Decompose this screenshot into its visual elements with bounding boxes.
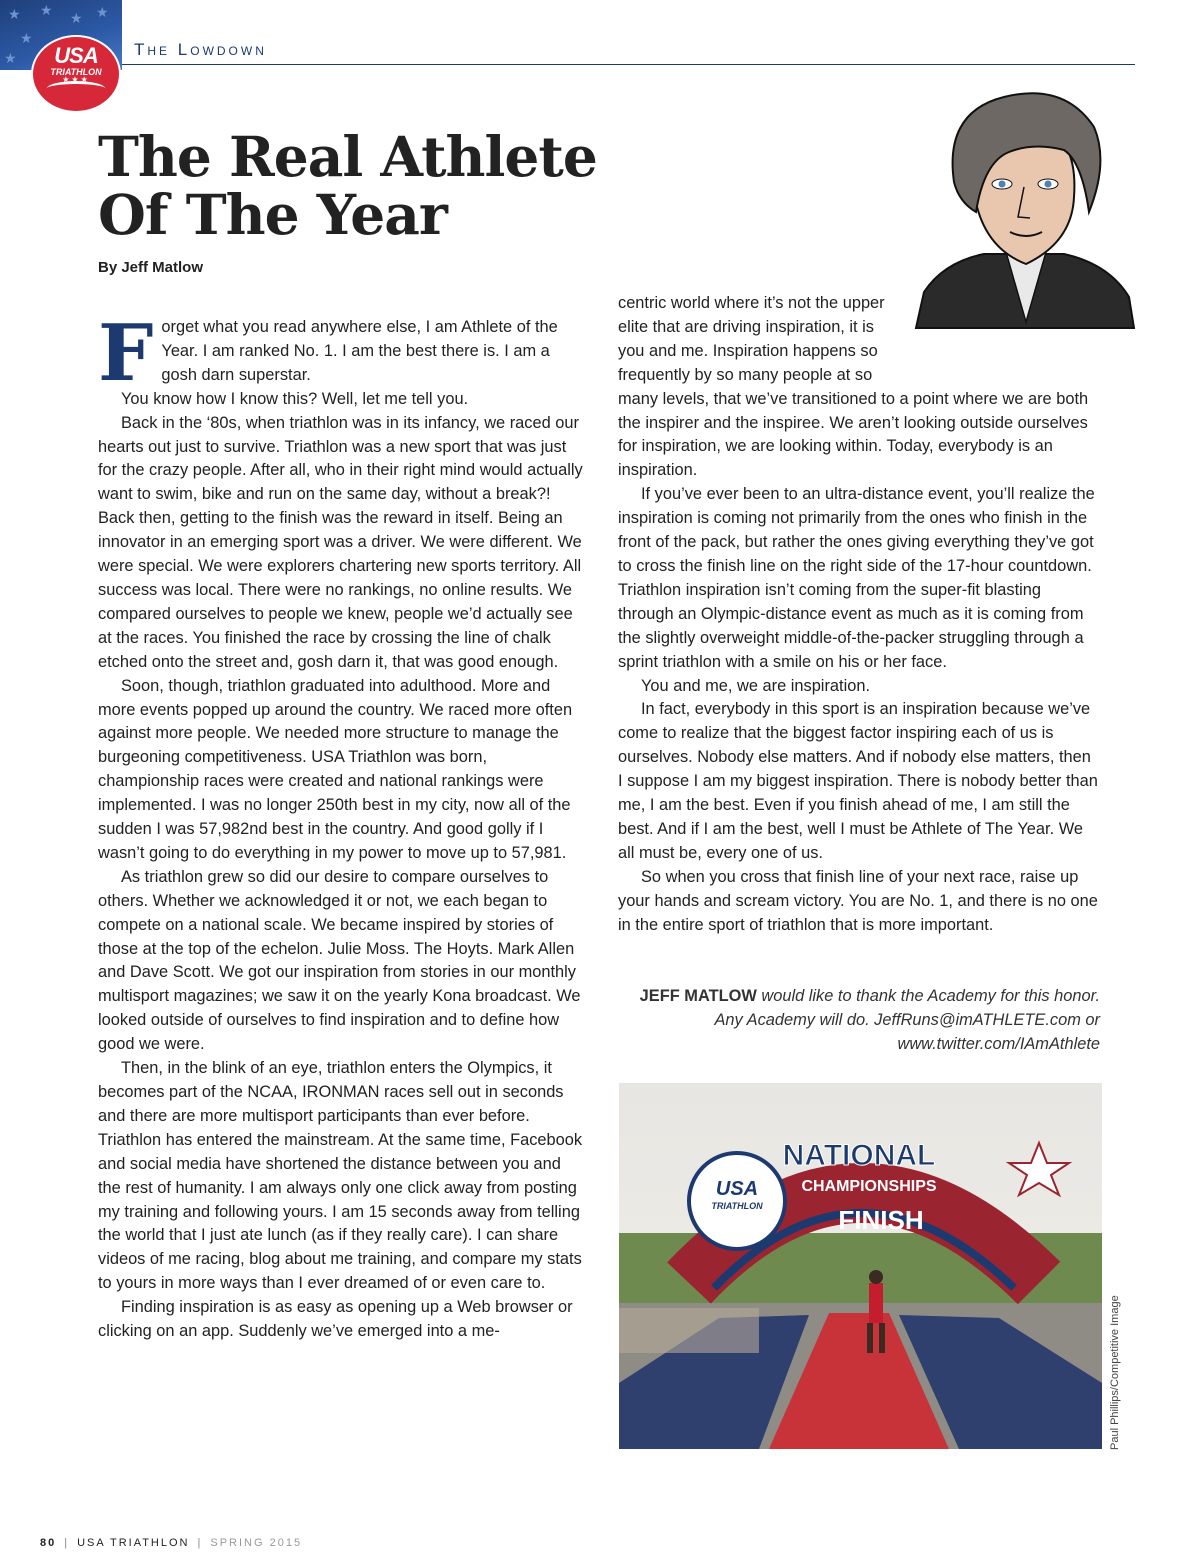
byline: By Jeff Matlow	[98, 259, 204, 276]
article-column-left	[98, 308, 584, 1344]
photo-credit: Paul Phillips/Competitive Image	[1109, 1295, 1121, 1450]
arch-national-text: NATIONAL	[782, 1139, 936, 1172]
star-banner: ★ ★ ★ ★ ★ ★	[0, 0, 122, 70]
author-bio	[600, 984, 1100, 1056]
paragraph: Back in the ‘80s, when triathlon was in its infancy, we raced our hearts out just to survive. Triathlon was a new sport that was just for the crazy people. After all, who in their right mind would actually want to swim, bike and run on the same day, without a break?! Back then, getting to the finish was the reward in itself. Being an innovator in an emerging sport was a driver. We were different. We were special. We were explorers chartering new sports territory. All success was local. There were no rankings, no online results. We compared ourselves to people we knew, people we’d actually see at the races. You finished the race by crossing the line of chalk etched onto the street and, gosh darn it, that was good enough.	[98, 413, 583, 671]
portrait-wrap-space	[898, 292, 1098, 364]
footer-issue: SPRING 2015	[210, 1537, 303, 1549]
author-note-1: would like to thank the Academy for this honor.	[756, 987, 1100, 1005]
drop-cap: F	[98, 308, 154, 399]
article-column-right	[618, 292, 1098, 937]
paragraph: As triathlon grew so did our desire to compare ourselves to others. Whether we acknowledged it or not, we each began to compete on a national scale. We became inspired by stories of those at the top of the echelon. Julie Moss. The Hoyts. Mark Allen and Dave Scott. We got our inspiration from stories in our monthly multisport magazines; we saw it on the yearly Kona broadcast. We looked outside of ourselves to find inspiration and to define how good we were.	[98, 867, 581, 1054]
paragraph: Finding inspiration is as easy as opening up a Web browser or clicking on an app. Suddenly we’ve emerged into a me-	[98, 1298, 573, 1341]
logo-stripe	[47, 81, 105, 96]
arch-championships-text: CHAMPIONSHIPS	[801, 1178, 937, 1195]
footer-magazine: USA TRIATHLON	[77, 1537, 190, 1549]
paragraph: If you’ve ever been to an ultra-distance event, you’ll realize the inspiration is coming not primarily from the ones who finish in the front of the pack, but rather the ones giving everything they’ve got to cross the finish line on the right side of the 17-hour countdown. Triathlon inspiration isn’t coming from the super-fit blasting through an Olympic-distance event as much as it is coming from the slightly overweight middle-of-the-packer struggling through a sprint triathlon with a smile on his or her face.	[618, 485, 1095, 671]
author-note-2: Any Academy will do. JeffRuns@imATHLETE.com or	[714, 1011, 1100, 1029]
usa-triathlon-logo	[33, 37, 119, 111]
paragraph: In fact, everybody in this sport is an inspiration because we’ve come to realize that the biggest factor inspiring each of us is ourselves. Nobody else matters. And if nobody else matters, then I suppose I am my biggest inspiration. There is nobody better than me, I am the best. Even if you finish ahead of me, I am still the best. And if I am the best, well I must be Athlete of The Year. We all must be, every one of us.	[618, 700, 1098, 862]
paragraph: Soon, though, triathlon graduated into adulthood. More and more events popped up around the country. We raced more often against more people. We needed more structure to manage the burgeoning competitiveness. USA Triathlon was born, championship races were created and national rankings were implemented. I was no longer 250th best in my city, now all of the sudden I was 57,982nd best in the country. And good golly if I wasn’t going to do everything in my power to move up to 57,981.	[98, 676, 573, 862]
section-heading: The Lowdown	[134, 40, 267, 59]
paragraph: Then, in the blink of an eye, triathlon enters the Olympics, it becomes part of the NCAA, IRONMAN races sell out in seconds and there are more multisport participants than ever before. Triathlon has entered the mainstream. At the same time, Facebook and social media have shortened the distance between you and the rest of humanity. I am always only one click away from posting my training and following yours. I am 15 seconds away from telling the world that I just ate lunch (as if they really care). I can share videos of me racing, blog about me training, and compare my stats to yours in more ways than I ever dreamed of or even care to.	[98, 1059, 583, 1293]
header-rule	[122, 64, 1135, 65]
arch-finish-text: FINISH	[838, 1205, 924, 1235]
page-footer: 80 | USA TRIATHLON | SPRING 2015	[40, 1537, 303, 1549]
badge-triathlon-text: TRIATHLON	[711, 1201, 763, 1211]
author-note-3: www.twitter.com/IAmAthlete	[897, 1035, 1100, 1053]
logo-stars: ★★★	[62, 75, 90, 84]
page-number: 80	[40, 1537, 57, 1549]
paragraph: You and me, we are inspiration.	[641, 676, 871, 695]
title-line-2: Of The Year	[98, 182, 447, 247]
paragraph: So when you cross that finish line of your next race, raise up your hands and scream victory. You are No. 1, and there is no one in the entire sport of triathlon that is more important.	[618, 867, 1098, 934]
logo-triathlon-text: TRIATHLON	[50, 67, 102, 77]
author-name: JEFF MATLOW	[639, 987, 757, 1005]
finish-line-photo	[619, 1083, 1102, 1449]
logo-usa-text: USA	[54, 43, 98, 68]
paragraph: centric world where it’s not the upper elite that are driving inspiration, it is you and me. Inspiration happens so frequently by so many people at so many levels, that we’ve transitioned to a point where we are both the inspirer and the inspiree. We aren’t looking outside ourselves for inspiration, we are looking within. Today, everybody is an inspiration.	[618, 294, 1089, 480]
article-title	[98, 124, 597, 247]
title-line-1: The Real Athlete	[98, 124, 597, 189]
paragraph: You know how I know this? Well, let me tell you.	[121, 389, 469, 408]
paragraph: orget what you read anywhere else, I am Athlete of the Year. I am ranked No. 1. I am the best there is. I am a gosh darn superstar.	[161, 318, 558, 384]
badge-usa-text: USA	[715, 1178, 759, 1200]
